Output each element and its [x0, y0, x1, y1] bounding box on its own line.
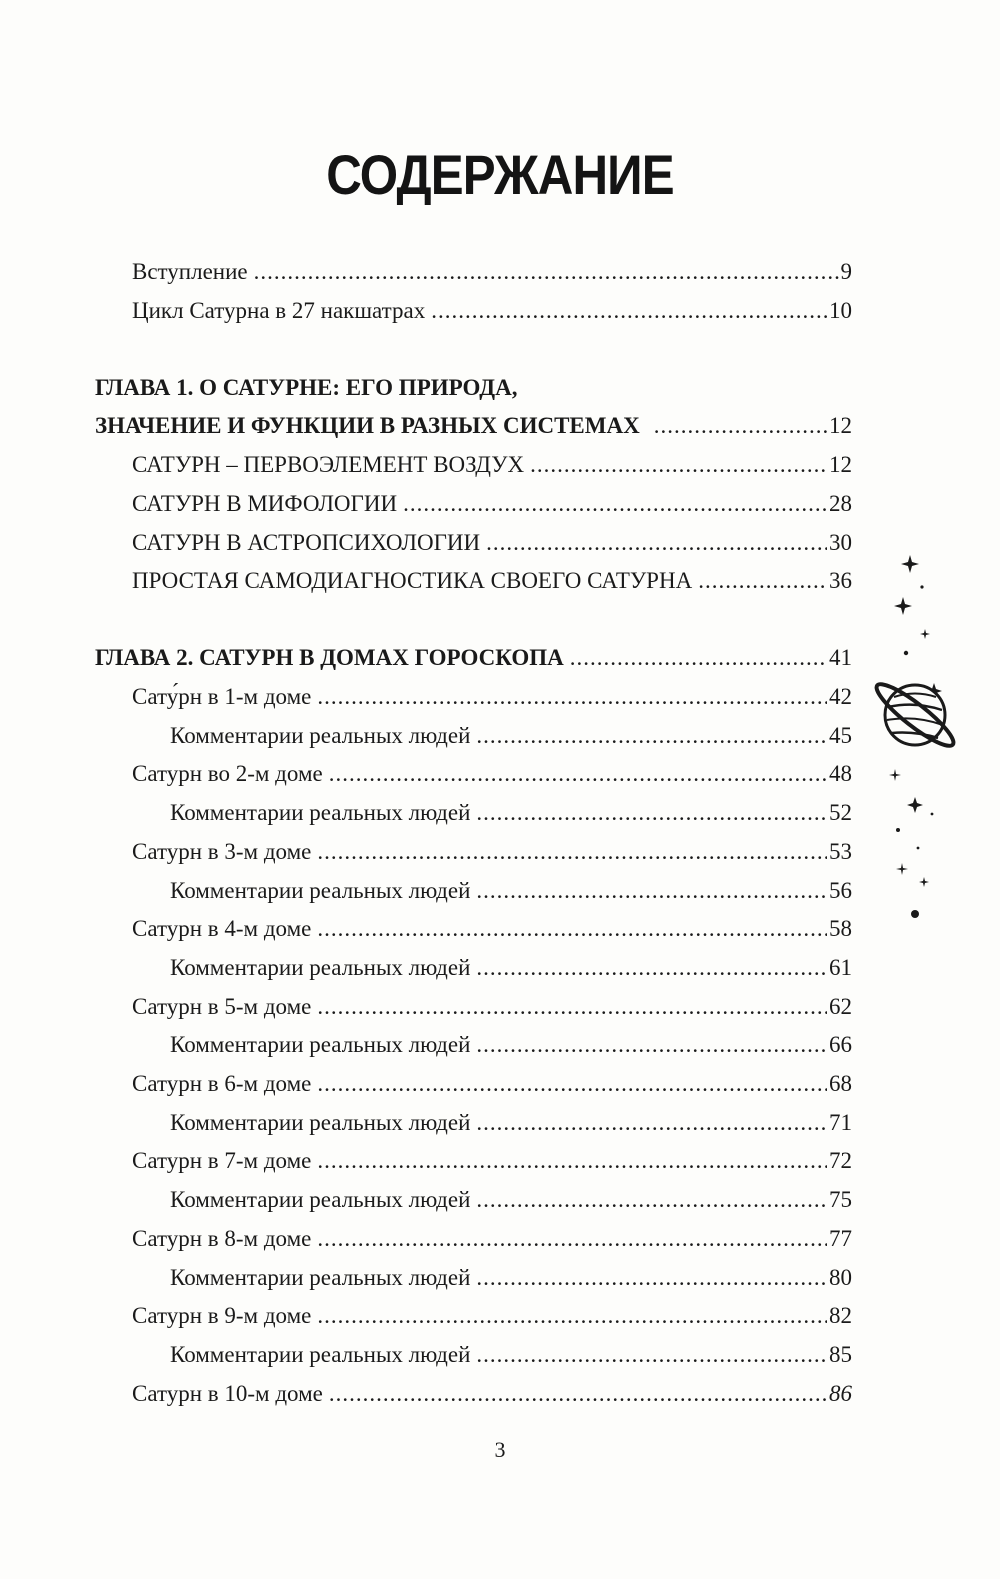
toc-entry-label: Сату́рн в 1-м доме	[132, 684, 312, 709]
leader-dots	[476, 1108, 827, 1138]
toc-entry-label: Вступление	[132, 259, 248, 284]
toc-entry-house[interactable]	[132, 837, 852, 867]
toc-entry-label: Сатурн во 2-м доме	[132, 761, 323, 787]
dot-icon	[896, 828, 900, 832]
toc-entry-label: ЗНАЧЕНИЕ И ФУНКЦИИ В РАЗНЫХ СИСТЕМАХ	[95, 413, 640, 438]
dot-icon	[917, 847, 920, 850]
toc-entry[interactable]	[132, 450, 852, 480]
dot-icon	[920, 585, 923, 588]
leader-dots	[317, 1224, 827, 1254]
toc-entry-page: 75	[829, 1187, 852, 1213]
toc-entry-page: 42	[829, 684, 852, 709]
toc-entry-page: 85	[829, 1341, 852, 1367]
toc-entry-page: 9	[840, 259, 852, 284]
dot-icon	[911, 910, 919, 918]
toc-entry-house[interactable]	[132, 992, 852, 1022]
leader-dots	[317, 914, 827, 944]
toc-entry-label: САТУРН В МИФОЛОГИИ	[132, 491, 398, 516]
toc-entry-page: 28	[829, 491, 852, 516]
dot-icon	[904, 651, 908, 655]
toc-entry-label: Сатурн в 7-м доме	[132, 1148, 312, 1174]
toc-entry-label: Комментарии реальных людей	[170, 954, 471, 980]
toc-entry-page: 80	[829, 1264, 852, 1290]
toc-entry-page: 12	[829, 413, 852, 438]
toc-entry-label: Комментарии реальных людей	[170, 1264, 471, 1290]
toc-entry-house[interactable]	[132, 759, 852, 789]
leader-dots	[254, 257, 839, 287]
toc-entry-comments[interactable]	[170, 953, 852, 983]
toc-entry-comments[interactable]	[170, 1263, 852, 1293]
toc-entry-page: 62	[829, 993, 852, 1019]
toc-entry-page: 82	[829, 1303, 852, 1329]
toc-entry-label: Сатурн в 4-м доме	[132, 916, 312, 942]
leader-dots	[403, 489, 827, 519]
toc-entry-page: 10	[829, 298, 852, 323]
toc-entry-house[interactable]	[132, 1379, 852, 1409]
leader-dots	[476, 1185, 827, 1215]
leader-dots	[317, 1301, 827, 1331]
toc-entry-comments[interactable]	[170, 876, 852, 906]
toc-entry-house[interactable]	[132, 1224, 852, 1254]
toc-entry-label: Комментарии реальных людей	[170, 1032, 471, 1058]
leader-dots	[476, 798, 827, 828]
leader-dots	[476, 876, 827, 906]
toc-entry-comments[interactable]	[170, 1030, 852, 1060]
leader-dots	[329, 759, 827, 789]
leader-dots	[476, 1340, 827, 1370]
toc-entry-label: Цикл Сатурна в 27 накшатрах	[132, 298, 426, 323]
leader-dots	[476, 721, 827, 751]
leader-dots	[698, 566, 827, 596]
toc-entry-page: 52	[829, 800, 852, 826]
toc-entry-label: САТУРН В АСТРОПСИХОЛОГИИ	[132, 530, 481, 555]
toc-entry-page: 61	[829, 954, 852, 980]
leader-dots	[317, 682, 827, 712]
toc-entry-page: 36	[829, 568, 852, 593]
toc-entry-label: Комментарии реальных людей	[170, 722, 471, 748]
toc-entry-label: Комментарии реальных людей	[170, 1341, 471, 1367]
toc-entry-page: 30	[829, 530, 852, 555]
chapter-2-heading[interactable]	[95, 643, 852, 673]
toc-entry-comments[interactable]	[170, 1108, 852, 1138]
toc-entry-page: 58	[829, 916, 852, 942]
leader-dots	[317, 1069, 827, 1099]
page-title: СОДЕРЖАНИЕ	[326, 143, 674, 206]
toc-entry-label: Сатурн в 3-м доме	[132, 838, 312, 864]
leader-dots	[317, 1146, 827, 1176]
toc-entry-label: Комментарии реальных людей	[170, 877, 471, 903]
leader-dots	[530, 450, 827, 480]
saturn-icon	[870, 545, 960, 935]
toc-entry-label: Комментарии реальных людей	[170, 1187, 471, 1213]
toc-entry-page: 48	[829, 761, 852, 787]
toc-entry-label: САТУРН – ПЕРВОЭЛЕМЕНТ ВОЗДУХ	[132, 452, 525, 477]
toc-entry-house[interactable]	[132, 1069, 852, 1099]
toc-entry-comments[interactable]	[170, 721, 852, 751]
toc-entry-page: 72	[829, 1148, 852, 1174]
toc-entry-label: Сатурн в 5-м доме	[132, 993, 312, 1019]
star-icon	[894, 597, 912, 615]
toc-entry-label: Сатурн в 6-м доме	[132, 1071, 312, 1096]
toc-entry[interactable]	[132, 566, 852, 596]
toc-entry-intro[interactable]	[132, 257, 852, 287]
toc-entry-label: Сатурн в 10-м доме	[132, 1380, 323, 1406]
toc-entry-page: 66	[829, 1032, 852, 1058]
toc-entry-label: Сатурн в 9-м доме	[132, 1303, 312, 1329]
planet-icon	[870, 677, 959, 753]
dot-icon	[931, 813, 934, 816]
star-icon	[907, 797, 923, 813]
star-icon	[889, 769, 901, 781]
star-icon	[920, 629, 930, 639]
leader-dots	[654, 411, 827, 441]
chapter-1-heading[interactable]	[95, 411, 852, 441]
leader-dots	[570, 643, 827, 673]
toc-entry-comments[interactable]	[170, 1185, 852, 1215]
toc-entry-label: Комментарии реальных людей	[170, 800, 471, 826]
toc-entry-label: Комментарии реальных людей	[170, 1109, 471, 1135]
leader-dots	[476, 1263, 827, 1293]
leader-dots	[317, 837, 827, 867]
toc-entry[interactable]	[132, 489, 852, 519]
leader-dots	[486, 528, 827, 558]
toc-entry-page: 41	[829, 645, 852, 670]
chapter-1-heading-line1[interactable]: ГЛАВА 1. О САТУРНЕ: ЕГО ПРИРОДА,	[95, 375, 518, 400]
leader-dots	[317, 992, 827, 1022]
toc-entry-page: 53	[829, 838, 852, 864]
toc-entry-page: 77	[829, 1225, 852, 1251]
star-icon	[901, 555, 919, 573]
leader-dots	[329, 1379, 827, 1409]
toc-entry-label: ГЛАВА 2. САТУРН В ДОМАХ ГОРОСКОПА	[95, 645, 564, 670]
toc-entry[interactable]	[132, 528, 852, 558]
toc-entry-page: 56	[829, 877, 852, 903]
toc-entry-comments[interactable]	[170, 798, 852, 828]
toc-entry-house[interactable]	[132, 682, 852, 712]
leader-dots	[431, 296, 827, 326]
toc-entry-house[interactable]	[132, 1301, 852, 1331]
toc-entry-label: Сатурн в 8-м доме	[132, 1225, 312, 1251]
toc-entry-page: 71	[829, 1109, 852, 1135]
toc-entry-page: 86	[829, 1380, 852, 1406]
leader-dots	[476, 1030, 827, 1060]
toc-entry-page: 68	[829, 1071, 852, 1096]
toc-entry-comments[interactable]	[170, 1340, 852, 1370]
leader-dots	[476, 953, 827, 983]
toc-entry-house[interactable]	[132, 914, 852, 944]
toc-entry-house[interactable]	[132, 1146, 852, 1176]
toc-entry-cycle[interactable]	[132, 296, 852, 326]
star-icon	[919, 877, 929, 887]
toc-entry-page: 12	[829, 452, 852, 477]
toc-entry-label: ПРОСТАЯ САМОДИАГНОСТИКА СВОЕГО САТУРНА	[132, 568, 693, 593]
toc-entry-page: 45	[829, 722, 852, 748]
star-icon	[896, 863, 908, 875]
page-number: 3	[494, 1437, 506, 1462]
